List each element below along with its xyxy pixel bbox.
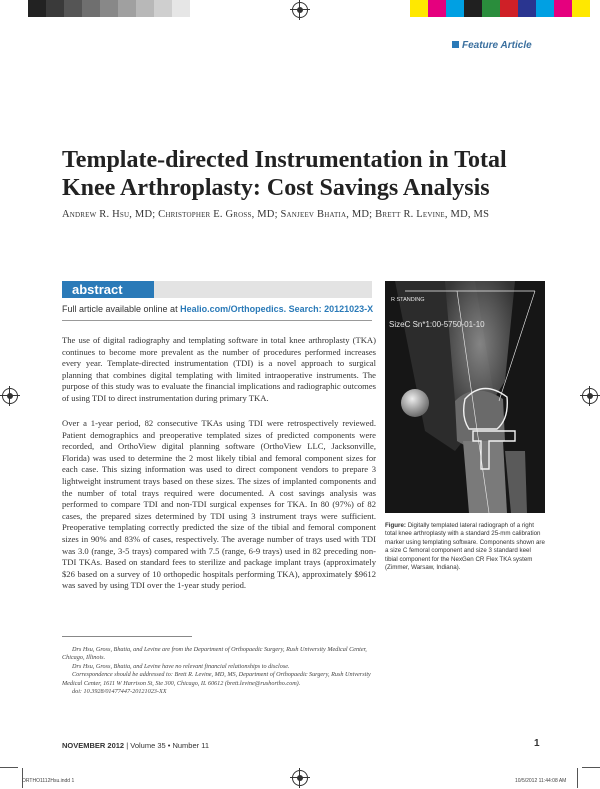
registration-mark-right — [582, 388, 598, 404]
color-swatch — [572, 0, 590, 17]
gray-swatch — [46, 0, 64, 17]
crop-mark — [0, 767, 18, 768]
file-slug: ORTHO1112Hsu.indd 1 — [22, 778, 75, 784]
gray-swatch — [118, 0, 136, 17]
color-swatch — [536, 0, 554, 17]
gray-swatch — [172, 0, 190, 17]
abstract-paragraph-1: The use of digital radiography and templating software in total knee arthroplasty (TKA) continues to become more prevalent as the number of procedures performed increases every year. Template-directed instrumentation (TDI) is a novel approach to surgical planning that combines digital templating with limited intraoperative instruments. The purpose of this study was to evaluate the financial implications and radiographic outcomes of using TDI to direct instrumentation during primary TKA. — [62, 335, 376, 403]
color-swatch — [518, 0, 536, 17]
color-swatch — [464, 0, 482, 17]
feature-square-icon — [452, 41, 459, 48]
gray-swatch — [82, 0, 100, 17]
color-swatch — [428, 0, 446, 17]
color-swatch — [482, 0, 500, 17]
article-title: Template-directed Instrumentation in Total Knee Arthroplasty: Cost Savings Analysis — [62, 147, 507, 201]
issue-info — [62, 741, 209, 750]
disclosure-note: Drs Hsu, Gross, Bhatia, and Levine have no relevant financial relationships to disclose. — [72, 662, 290, 670]
volume-info: | Volume 35 • Number 11 — [124, 741, 210, 750]
search-code: Search: 20121023-X — [286, 304, 374, 314]
color-swatch — [446, 0, 464, 17]
gray-swatch — [64, 0, 82, 17]
abstract-paragraph-2: Over a 1-year period, 82 consecutive TKAs using TDI were retrospectively reviewed. Patient demographics and preoperative templated sizes of predicted components were recorded, and OrthoView digital planning software (OrthoView LLC, Jacksonville, Florida) was used to determine the 2 most likely tibial and femoral component sizes for each case. This sizing information was used to direct component vendors to prepare 3 lightweight instrument trays based on these sizes. The sizes of implanted components and the number of total trays required were documented. A cost savings analysis was performed to compare TDI and non-TDI surgical expenses for TKA. In 80 (97%) of 82 cases, the prepared sizes determined by TDI using 3 instrument trays were sufficient. Preoperative templating correctly predicted the size of the tibial and femoral component sizes in 90% and 83% of cases, respectively. The average number of trays used with TDI was 3.0 (range, 3-5 trays) compared with 7.5 (range, 6-9 trays) used in 82 preceding non-TDI TKAs. Based on standard fees to sterilize and package implant trays (approximately $26 based on a survey of 10 orthopedic hospitals performing TKA), approximately $9612 was saved by using TDI over the 1-year study period. — [62, 418, 376, 591]
figure-caption-text: Digitally templated lateral radiograph of a right total knee arthroplasty with a standard 25-mm calibration marker using templating software. Components shown are a size C femoral component and size 3 standard keel tibial component for the NexGen CR Flex TKA system (Zimmer, Warsaw, Indiana). — [385, 522, 545, 572]
timestamp-slug: 10/5/2012 11:44:08 AM — [515, 778, 567, 784]
radiograph-label: R STANDING — [391, 297, 425, 303]
healio-link[interactable]: Healio.com — [180, 304, 229, 314]
full-article-link-line — [62, 304, 382, 314]
fulltext-prefix: Full article available online at — [62, 304, 181, 314]
component-size-overlay: SizeC Sn*1:00-5750-01-10 — [389, 320, 485, 329]
knee-radiograph-figure — [385, 281, 545, 513]
author-notes — [62, 646, 376, 696]
feature-article-label: Feature Article — [462, 40, 532, 51]
figure-caption-label: Figure: — [385, 522, 406, 529]
gray-swatch — [100, 0, 118, 17]
figure-caption — [385, 522, 545, 572]
divider — [62, 320, 372, 321]
page-number: 1 — [534, 738, 540, 749]
gray-swatch — [154, 0, 172, 17]
abstract-label: abstract — [62, 281, 154, 298]
correspondence-note: Correspondence should be addressed to: Brett R. Levine, MD, MS, Department of Orthopaedic Surgery, Rush University Medical Center, 1611 W Harrison St, Ste 300, Chicago, IL 60612 (brett.levine@rushortho.com). — [62, 671, 371, 687]
color-swatch — [410, 0, 428, 17]
affiliation-note: Drs Hsu, Gross, Bhatia, and Levine are from the Department of Orthopaedic Surgery, Rush University Medical Center, Chicago, Illinois. — [62, 646, 367, 662]
registration-mark-left — [2, 388, 18, 404]
color-swatch — [500, 0, 518, 17]
gray-swatch — [136, 0, 154, 17]
orthopedics-link[interactable]: /Orthopedics. — [228, 304, 287, 314]
color-swatch — [554, 0, 572, 17]
notes-divider — [62, 636, 192, 637]
doi-note: doi: 10.3928/01477447-20121023-XX — [72, 688, 167, 696]
crop-mark — [577, 768, 578, 788]
radiograph-image — [385, 281, 545, 513]
gray-swatch — [28, 0, 46, 17]
issue-date: NOVEMBER 2012 — [62, 741, 125, 750]
article-authors: Andrew R. Hsu, MD; Christopher E. Gross, MD; Sanjeev Bhatia, MD; Brett R. Levine, MD, MS — [62, 209, 490, 220]
registration-mark-top — [292, 2, 308, 18]
crop-mark — [582, 767, 600, 768]
registration-mark-bottom — [292, 770, 308, 786]
